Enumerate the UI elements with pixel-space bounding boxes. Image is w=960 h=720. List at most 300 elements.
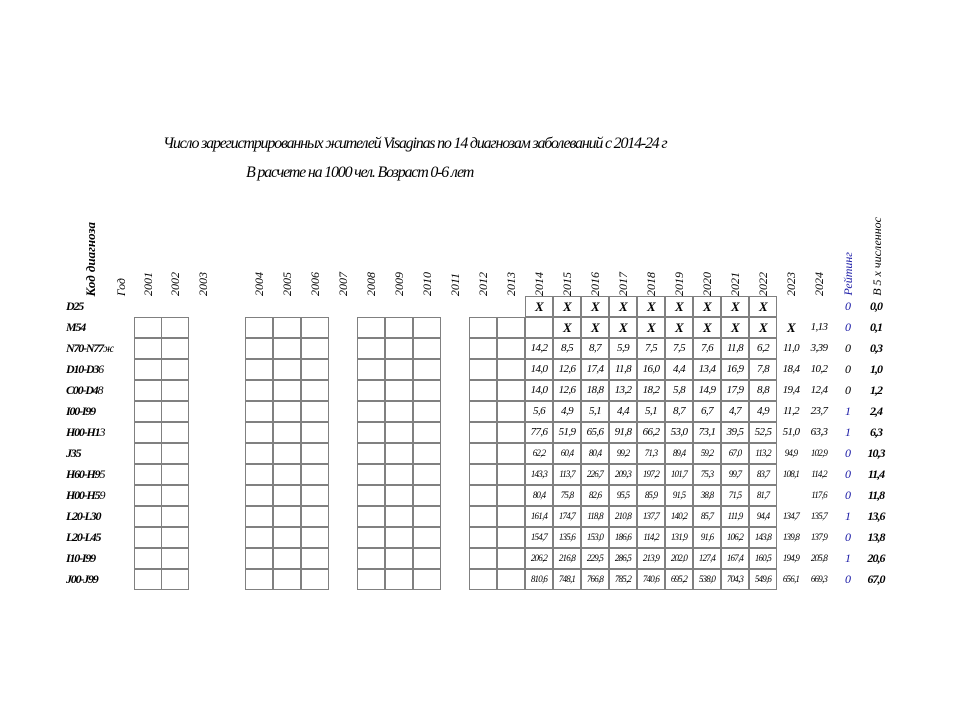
table-cell: 695,2 xyxy=(670,574,688,584)
table-cell: 101,7 xyxy=(670,469,688,479)
table-cell: 137,7 xyxy=(642,511,660,521)
multiple-value: 13,8 xyxy=(867,530,885,544)
table-cell: X xyxy=(674,299,684,314)
rating-value: 1 xyxy=(845,551,851,565)
table-cell: 7,6 xyxy=(701,342,713,354)
header-year-2007: 2007 xyxy=(336,272,350,296)
row-code-text: H00-H1 xyxy=(66,425,100,439)
table-cell: 71,5 xyxy=(728,490,742,500)
row-code-suffix: ж xyxy=(102,341,113,355)
empty-cell xyxy=(469,527,497,548)
table-cell: 60,4 xyxy=(560,448,574,458)
empty-cell xyxy=(469,485,497,506)
report-title: Число зарегистрированных жителей Visaginas по 14 диагнозам заболеваний с 2014-24 г xyxy=(163,135,667,152)
empty-cell xyxy=(134,443,162,464)
empty-cell xyxy=(273,506,301,527)
empty-cell xyxy=(357,380,385,401)
row-code xyxy=(66,317,85,338)
empty-cell xyxy=(413,380,441,401)
empty-cell xyxy=(357,485,385,506)
row-code xyxy=(66,506,100,527)
table-cell: 18,2 xyxy=(642,384,660,396)
table-cell: 95,5 xyxy=(616,490,630,500)
table-cell: 8,7 xyxy=(589,342,601,354)
table-cell: X xyxy=(618,320,628,335)
rating-value: 1 xyxy=(845,404,851,418)
table-cell: 51,9 xyxy=(558,426,576,438)
table-cell: 810,6 xyxy=(530,574,548,584)
header-year-2016: 2016 xyxy=(588,272,602,296)
header-year-2004: 2004 xyxy=(252,272,266,296)
multiple-value: 6,3 xyxy=(870,425,882,439)
table-cell: 11,2 xyxy=(782,405,800,417)
multiple-value: 11,4 xyxy=(867,467,885,481)
empty-cell xyxy=(497,548,525,569)
table-cell xyxy=(805,296,833,317)
row-code xyxy=(66,569,98,590)
empty-cell xyxy=(301,359,329,380)
empty-cell xyxy=(497,359,525,380)
row-code-suffix: 9 xyxy=(99,488,105,502)
empty-cell xyxy=(134,338,162,359)
row-code-suffix: 5 xyxy=(99,467,105,481)
table-cell: 538,0 xyxy=(698,574,716,584)
empty-cell xyxy=(161,401,189,422)
table-cell: 106,2 xyxy=(726,532,744,542)
empty-cell xyxy=(273,338,301,359)
empty-cell xyxy=(245,569,273,590)
header-year-2020: 2020 xyxy=(700,272,714,296)
table-cell: X xyxy=(646,320,656,335)
table-cell: 748,1 xyxy=(558,574,576,584)
empty-cell xyxy=(273,359,301,380)
empty-cell xyxy=(497,338,525,359)
table-cell: 118,8 xyxy=(587,511,603,521)
table-cell: 139,8 xyxy=(782,532,800,542)
empty-cell xyxy=(273,317,301,338)
rating-value: 1 xyxy=(845,425,851,439)
table-cell: 153,0 xyxy=(586,532,604,542)
empty-cell xyxy=(301,485,329,506)
empty-cell xyxy=(413,317,441,338)
table-cell: X xyxy=(758,299,768,314)
empty-cell xyxy=(301,569,329,590)
table-cell: X xyxy=(730,320,740,335)
empty-cell xyxy=(134,317,162,338)
empty-cell xyxy=(413,359,441,380)
table-cell: 18,8 xyxy=(586,384,604,396)
table-cell: 704,3 xyxy=(726,574,744,584)
rating-value: 0 xyxy=(845,488,851,502)
row-code-text: D25 xyxy=(66,299,84,313)
empty-cell xyxy=(161,380,189,401)
table-cell: 66,2 xyxy=(642,426,660,438)
header-multiple: В 5 х численнос xyxy=(870,217,884,296)
header-year-2012: 2012 xyxy=(476,272,490,296)
table-cell: 99,2 xyxy=(616,448,630,458)
empty-cell xyxy=(385,569,413,590)
empty-cell xyxy=(161,527,189,548)
empty-cell xyxy=(413,569,441,590)
table-cell: 17,4 xyxy=(586,363,604,375)
table-cell xyxy=(525,317,553,338)
empty-cell xyxy=(273,380,301,401)
empty-cell xyxy=(497,317,525,338)
table-cell: 213,9 xyxy=(642,553,660,563)
table-cell: 205,8 xyxy=(810,553,828,563)
table-cell: 114,2 xyxy=(643,532,659,542)
table-cell: 135,7 xyxy=(810,511,828,521)
rating-value: 0 xyxy=(845,572,851,586)
table-cell: 59,2 xyxy=(700,448,714,458)
header-year-2015: 2015 xyxy=(560,272,574,296)
table-cell: 99,7 xyxy=(728,469,742,479)
table-cell: 52,5 xyxy=(754,426,772,438)
empty-cell xyxy=(385,317,413,338)
empty-cell xyxy=(497,380,525,401)
table-cell: 216,8 xyxy=(558,553,576,563)
rating-value: 0 xyxy=(845,383,851,397)
empty-cell xyxy=(385,359,413,380)
table-cell: 63,3 xyxy=(810,426,828,438)
table-cell: 17,9 xyxy=(726,384,744,396)
empty-cell xyxy=(301,506,329,527)
table-cell xyxy=(777,485,805,506)
multiple-value: 1,2 xyxy=(870,383,882,397)
empty-cell xyxy=(273,569,301,590)
header-year-2010: 2010 xyxy=(420,272,434,296)
empty-cell xyxy=(469,380,497,401)
empty-cell xyxy=(357,527,385,548)
empty-cell xyxy=(413,485,441,506)
table-cell: X xyxy=(562,299,572,314)
table-cell: 94,9 xyxy=(784,448,798,458)
empty-cell xyxy=(134,569,162,590)
empty-cell xyxy=(161,485,189,506)
table-cell: 10,2 xyxy=(810,363,828,375)
header-year-2024: 2024 xyxy=(812,272,826,296)
table-cell: X xyxy=(674,320,684,335)
table-cell: 7,8 xyxy=(757,363,769,375)
table-cell: X xyxy=(730,299,740,314)
rating-value: 0 xyxy=(845,341,851,355)
table-cell: 91,8 xyxy=(614,426,632,438)
empty-cell xyxy=(134,548,162,569)
table-cell: 89,4 xyxy=(672,448,686,458)
table-cell: 83,7 xyxy=(756,469,770,479)
header-year-2021: 2021 xyxy=(728,272,742,296)
table-cell: 740,6 xyxy=(642,574,660,584)
table-cell: 13,4 xyxy=(698,363,716,375)
header-year: Год xyxy=(114,277,128,296)
row-code-text: I10-I99 xyxy=(66,551,95,565)
table-cell: 4,4 xyxy=(617,405,629,417)
row-code-suffix: 8 xyxy=(97,383,103,397)
empty-cell xyxy=(301,380,329,401)
table-cell: 140,2 xyxy=(670,511,688,521)
table-cell: 65,6 xyxy=(586,426,604,438)
empty-cell xyxy=(357,359,385,380)
table-cell: 8,5 xyxy=(561,342,573,354)
table-cell: 80,4 xyxy=(588,448,602,458)
row-code xyxy=(66,527,100,548)
table-cell: 67,0 xyxy=(728,448,742,458)
row-code-text: J35 xyxy=(66,446,81,460)
header-year-2018: 2018 xyxy=(644,272,658,296)
header-year-2003: 2003 xyxy=(196,272,210,296)
empty-cell xyxy=(385,464,413,485)
empty-cell xyxy=(357,422,385,443)
empty-cell xyxy=(301,464,329,485)
empty-cell xyxy=(497,443,525,464)
empty-cell xyxy=(469,548,497,569)
table-cell: 5,8 xyxy=(673,384,685,396)
empty-cell xyxy=(497,422,525,443)
empty-cell xyxy=(134,380,162,401)
empty-cell xyxy=(245,338,273,359)
header-year-2011: 2011 xyxy=(448,272,462,296)
multiple-value: 1,0 xyxy=(870,362,882,376)
table-cell: 8,8 xyxy=(757,384,769,396)
empty-cell xyxy=(134,527,162,548)
empty-cell xyxy=(301,317,329,338)
table-cell: 73,1 xyxy=(698,426,716,438)
table-cell: 5,1 xyxy=(645,405,657,417)
table-cell: 5,9 xyxy=(617,342,629,354)
multiple-value: 67,0 xyxy=(867,572,885,586)
table-cell: 4,9 xyxy=(561,405,573,417)
table-cell: 143,8 xyxy=(754,532,772,542)
table-cell: 91,5 xyxy=(672,490,686,500)
row-code-text: L20-L30 xyxy=(66,509,101,523)
table-cell: 62,2 xyxy=(532,448,546,458)
table-cell: X xyxy=(590,299,600,314)
table-cell: 6,7 xyxy=(701,405,713,417)
empty-cell xyxy=(469,506,497,527)
table-cell: 4,9 xyxy=(757,405,769,417)
row-code xyxy=(66,548,95,569)
row-code-text: C00-D4 xyxy=(66,383,98,397)
empty-cell xyxy=(273,422,301,443)
empty-cell xyxy=(469,317,497,338)
table-cell: 114,2 xyxy=(811,469,827,479)
header-year-2013: 2013 xyxy=(504,272,518,296)
empty-cell xyxy=(245,464,273,485)
table-cell: 229,5 xyxy=(586,553,604,563)
row-code xyxy=(66,380,102,401)
row-code xyxy=(66,296,83,317)
empty-cell xyxy=(357,464,385,485)
empty-cell xyxy=(497,527,525,548)
table-cell: 137,9 xyxy=(810,532,828,542)
report-subtitle: В расчете на 1000 чел. Возраст 0-6 лет xyxy=(246,164,474,181)
table-cell: 656,1 xyxy=(782,574,800,584)
table-cell: 4,7 xyxy=(729,405,741,417)
table-cell: 18,4 xyxy=(782,363,800,375)
table-cell: X xyxy=(758,320,768,335)
empty-cell xyxy=(273,548,301,569)
table-cell: 82,6 xyxy=(588,490,602,500)
table-cell: 12,6 xyxy=(558,363,576,375)
rating-value: 0 xyxy=(845,362,851,376)
rating-value: 1 xyxy=(845,509,851,523)
empty-cell xyxy=(497,464,525,485)
empty-cell xyxy=(134,485,162,506)
empty-cell xyxy=(357,401,385,422)
table-cell: 91,6 xyxy=(700,532,714,542)
row-code-text: N70-N77 xyxy=(66,341,103,355)
table-cell: X xyxy=(702,299,712,314)
table-cell: 11,0 xyxy=(782,342,800,354)
empty-cell xyxy=(385,485,413,506)
rating-value: 0 xyxy=(845,530,851,544)
table-cell: 94,4 xyxy=(756,511,770,521)
table-cell: 186,6 xyxy=(614,532,632,542)
row-code xyxy=(66,485,104,506)
table-cell: 13,2 xyxy=(614,384,632,396)
row-code xyxy=(66,338,113,359)
empty-cell xyxy=(301,338,329,359)
table-cell: 12,4 xyxy=(810,384,828,396)
header-year-2023: 2023 xyxy=(784,272,798,296)
table-cell: 226,7 xyxy=(586,469,604,479)
table-cell: 14,0 xyxy=(530,384,548,396)
header-year-2005: 2005 xyxy=(280,272,294,296)
table-cell: 143,3 xyxy=(530,469,548,479)
table-cell: X xyxy=(702,320,712,335)
empty-cell xyxy=(413,506,441,527)
table-cell: 549,6 xyxy=(754,574,772,584)
row-code-text: D10-D3 xyxy=(66,362,99,376)
table-cell: 210,8 xyxy=(614,511,632,521)
table-cell: 194,9 xyxy=(782,553,800,563)
empty-cell xyxy=(357,443,385,464)
empty-cell xyxy=(385,338,413,359)
table-cell: 16,9 xyxy=(726,363,744,375)
table-cell: 108,1 xyxy=(782,469,800,479)
rating-value: 0 xyxy=(845,467,851,481)
table-cell: 53,0 xyxy=(670,426,688,438)
empty-cell xyxy=(301,401,329,422)
empty-cell xyxy=(357,317,385,338)
empty-cell xyxy=(161,464,189,485)
header-year-2001: 2001 xyxy=(141,272,155,296)
table-cell: 11,8 xyxy=(614,363,632,375)
table-cell: 51,0 xyxy=(782,426,800,438)
empty-cell xyxy=(273,443,301,464)
rating-value: 0 xyxy=(845,320,851,334)
table-cell: 5,1 xyxy=(589,405,601,417)
table-cell: 77,6 xyxy=(530,426,548,438)
table-cell: 8,7 xyxy=(673,405,685,417)
row-code xyxy=(66,443,80,464)
empty-cell xyxy=(301,527,329,548)
table-cell: 4,4 xyxy=(673,363,685,375)
table-cell: 135,6 xyxy=(558,532,576,542)
empty-cell xyxy=(161,338,189,359)
row-code xyxy=(66,464,104,485)
table-cell: 23,7 xyxy=(810,405,828,417)
empty-cell xyxy=(245,359,273,380)
empty-cell xyxy=(469,422,497,443)
multiple-value: 0,3 xyxy=(870,341,882,355)
table-cell: 7,5 xyxy=(673,342,685,354)
header-year-2017: 2017 xyxy=(616,272,630,296)
empty-cell xyxy=(161,569,189,590)
empty-cell xyxy=(245,548,273,569)
header-rating: Рейтинг xyxy=(841,252,855,296)
table-cell: 75,8 xyxy=(560,490,574,500)
empty-cell xyxy=(385,422,413,443)
table-cell: 206,2 xyxy=(530,553,548,563)
empty-cell xyxy=(245,422,273,443)
header-year-2002: 2002 xyxy=(168,272,182,296)
table-cell: 85,7 xyxy=(700,511,714,521)
empty-cell xyxy=(245,485,273,506)
table-cell: 19,4 xyxy=(782,384,800,396)
empty-cell xyxy=(161,317,189,338)
table-cell: 11,8 xyxy=(726,342,744,354)
header-year-2008: 2008 xyxy=(364,272,378,296)
empty-cell xyxy=(469,401,497,422)
table-cell: 3,39 xyxy=(810,342,828,354)
table-cell: 75,3 xyxy=(700,469,714,479)
table-cell: 5,6 xyxy=(533,405,545,417)
empty-cell xyxy=(357,338,385,359)
table-cell: 131,9 xyxy=(670,532,688,542)
table-cell: 209,3 xyxy=(614,469,632,479)
table-cell: 113,2 xyxy=(755,448,771,458)
header-year-2006: 2006 xyxy=(308,272,322,296)
table-cell: 14,2 xyxy=(530,342,548,354)
empty-cell xyxy=(385,506,413,527)
multiple-value: 20,6 xyxy=(867,551,885,565)
table-cell: 197,2 xyxy=(642,469,660,479)
empty-cell xyxy=(497,401,525,422)
empty-cell xyxy=(161,443,189,464)
row-code-text: J00-J99 xyxy=(66,572,98,586)
empty-cell xyxy=(245,317,273,338)
table-cell: 16,0 xyxy=(642,363,660,375)
table-cell: 167,4 xyxy=(726,553,744,563)
table-cell: 785,2 xyxy=(614,574,632,584)
empty-cell xyxy=(301,548,329,569)
header-year-2019: 2019 xyxy=(672,272,686,296)
table-cell: 127,4 xyxy=(698,553,716,563)
table-cell: 134,7 xyxy=(782,511,800,521)
empty-cell xyxy=(413,527,441,548)
empty-cell xyxy=(134,422,162,443)
empty-cell xyxy=(357,506,385,527)
empty-cell xyxy=(245,527,273,548)
empty-cell xyxy=(413,338,441,359)
empty-cell xyxy=(385,527,413,548)
table-cell: 117,6 xyxy=(811,490,827,500)
empty-cell xyxy=(497,506,525,527)
table-cell: 7,5 xyxy=(645,342,657,354)
empty-cell xyxy=(134,506,162,527)
table-cell: X xyxy=(590,320,600,335)
empty-cell xyxy=(245,506,273,527)
empty-cell xyxy=(413,443,441,464)
empty-cell xyxy=(497,569,525,590)
empty-cell xyxy=(413,422,441,443)
empty-cell xyxy=(273,401,301,422)
empty-cell xyxy=(134,464,162,485)
empty-cell xyxy=(273,527,301,548)
empty-cell xyxy=(161,506,189,527)
table-cell: 102,9 xyxy=(810,448,828,458)
